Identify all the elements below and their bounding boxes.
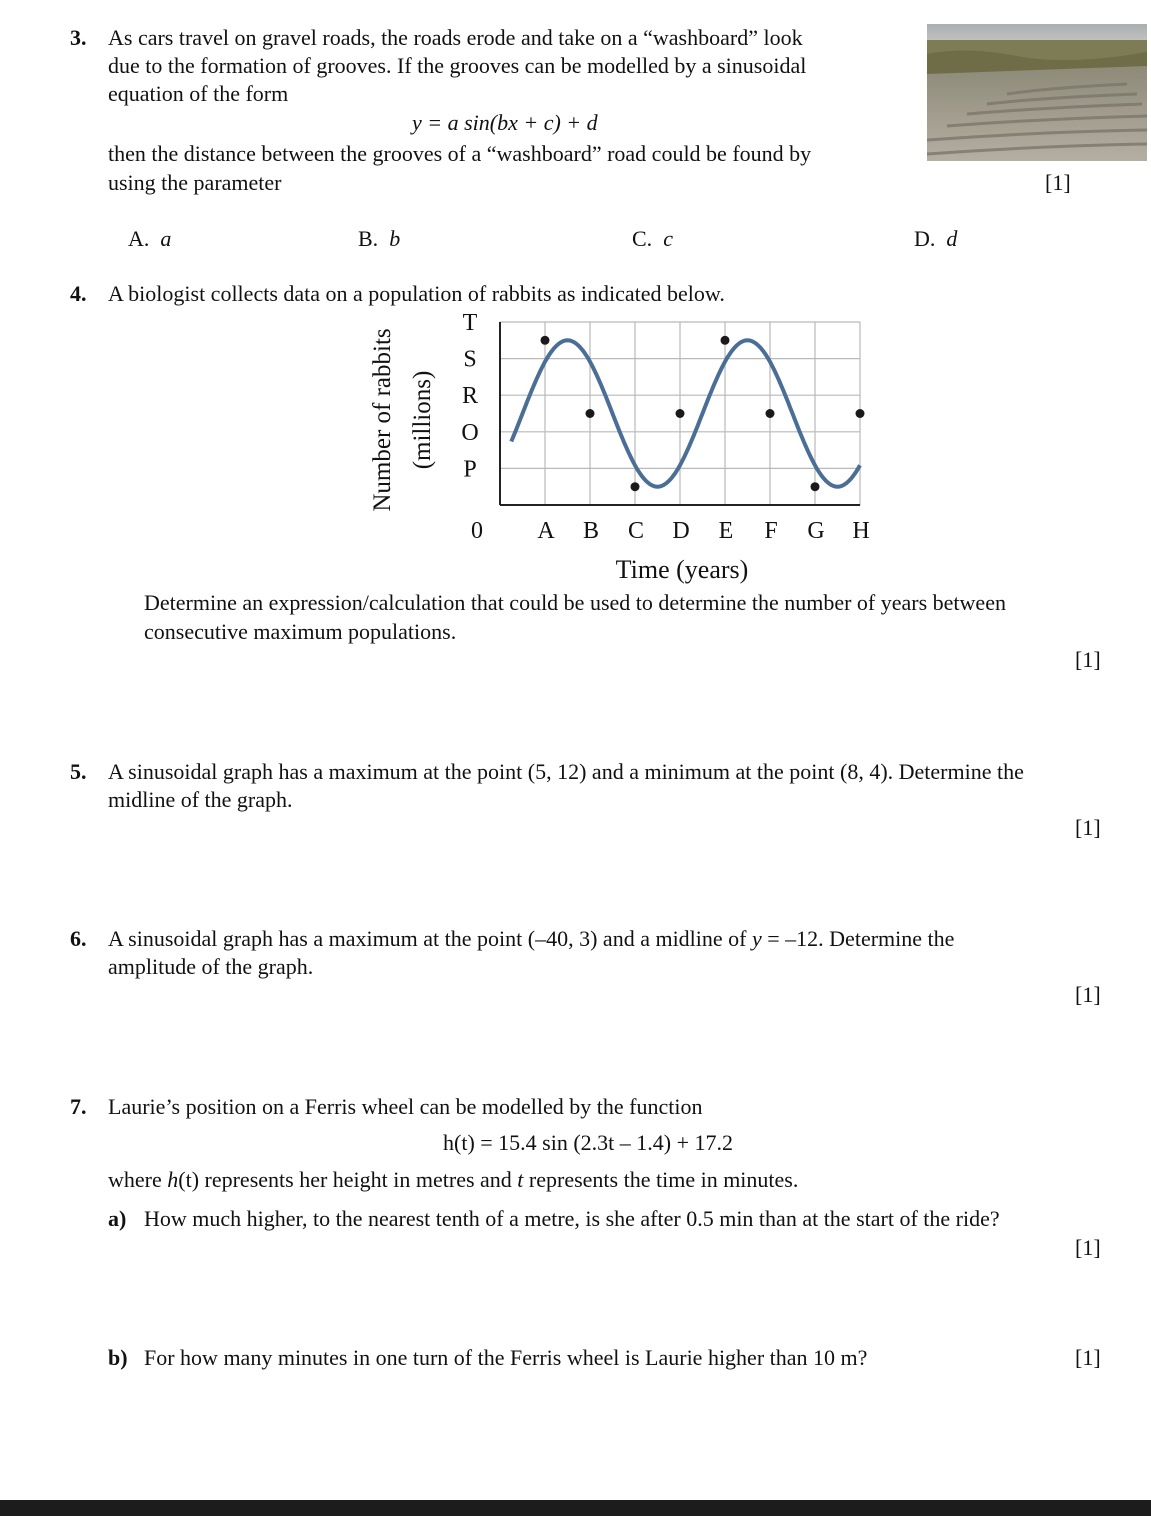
x-tick-labels [471, 518, 870, 544]
q4-prompt-line-2: consecutive maximum populations. [144, 619, 457, 644]
x-tick-label: C [627, 518, 645, 544]
x-tick-label: 0 [471, 518, 483, 544]
q3-option-d: D. d [914, 226, 958, 251]
q6-marks: [1] [1075, 982, 1101, 1007]
data-point [586, 409, 595, 418]
q3-line-3: equation of the form [108, 81, 289, 106]
data-point [631, 482, 640, 491]
x-tick-label: G [807, 518, 825, 544]
q7-equation: h(t) = 15.4 sin (2.3t – 1.4) + 17.2 [443, 1130, 734, 1155]
q3-option-c: C. c [632, 226, 673, 251]
q6-line-1: A sinusoidal graph has a maximum at the point (–40, 3) and a midline of y = –12. Determine the [108, 926, 955, 951]
q3-marks: [1] [1045, 170, 1071, 195]
q3-line-2: due to the formation of grooves. If the grooves can be modelled by a sinusoidal [108, 53, 807, 78]
data-point [766, 409, 775, 418]
y-tick-label: O [461, 419, 479, 446]
q6-line-2: amplitude of the graph. [108, 954, 314, 979]
q3-line-5: using the parameter [108, 170, 282, 195]
q3-option-a: A. a [128, 226, 172, 251]
x-tick-label: B [582, 518, 600, 544]
data-point [856, 409, 865, 418]
bottom-bar [0, 1500, 1151, 1516]
x-axis-label: Time (years) [615, 555, 749, 584]
x-tick-label: H [852, 518, 870, 544]
x-tick-label: E [718, 518, 734, 544]
y-tick-label: P [463, 456, 477, 483]
y-tick-label: T [462, 310, 478, 336]
q7-where-line: where h(t) represents her height in metres and t represents the time in minutes. [108, 1167, 799, 1192]
rabbit-population-chart [350, 300, 910, 590]
q4-marks: [1] [1075, 647, 1101, 672]
q4-number: 4. [70, 281, 87, 306]
x-tick-label: F [764, 518, 778, 544]
y-axis-label: Number of rabbits (millions) [369, 328, 436, 512]
q7-part-b-label: b) [108, 1345, 128, 1370]
data-point [811, 482, 820, 491]
q7-number: 7. [70, 1094, 87, 1119]
q3-equation: y = a sin(bx + c) + d [412, 110, 598, 135]
q4-text: A biologist collects data on a population of rabbits as indicated below. [108, 281, 725, 306]
gravel-road-photo-icon [927, 24, 1147, 161]
q7-part-b-text: For how many minutes in one turn of the Ferris wheel is Laurie higher than 10 m? [144, 1345, 868, 1370]
q7-part-a-marks: [1] [1075, 1235, 1101, 1260]
q5-line-1: A sinusoidal graph has a maximum at the point (5, 12) and a minimum at the point (8, 4). Determine the [108, 759, 1024, 784]
q7-part-b-marks: [1] [1075, 1345, 1101, 1370]
q5-line-2: midline of the graph. [108, 787, 293, 812]
q3-line-4: then the distance between the grooves of a “washboard” road could be found by [108, 141, 812, 166]
q6-number: 6. [70, 926, 87, 951]
y-tick-label: R [461, 383, 479, 410]
data-point [676, 409, 685, 418]
q3-number: 3. [70, 25, 87, 50]
x-tick-label: A [537, 518, 555, 544]
y-tick-labels [461, 310, 478, 482]
data-point [721, 336, 730, 345]
q7-line-1: Laurie’s position on a Ferris wheel can be modelled by the function [108, 1094, 703, 1119]
q5-number: 5. [70, 759, 87, 784]
q7-part-a-label: a) [108, 1206, 127, 1231]
data-point [541, 336, 550, 345]
q3-line-1: As cars travel on gravel roads, the roads erode and take on a “washboard” look [108, 25, 803, 50]
q7-part-a-text: How much higher, to the nearest tenth of a metre, is she after 0.5 min than at the start of the ride? [144, 1206, 1000, 1231]
q4-prompt-line-1: Determine an expression/calculation that could be used to determine the number of years between [144, 590, 1006, 615]
x-tick-label: D [672, 518, 690, 544]
y-tick-label: S [463, 346, 477, 373]
q5-marks: [1] [1075, 815, 1101, 840]
q3-option-b: B. b [358, 226, 401, 251]
series-line [511, 340, 860, 486]
